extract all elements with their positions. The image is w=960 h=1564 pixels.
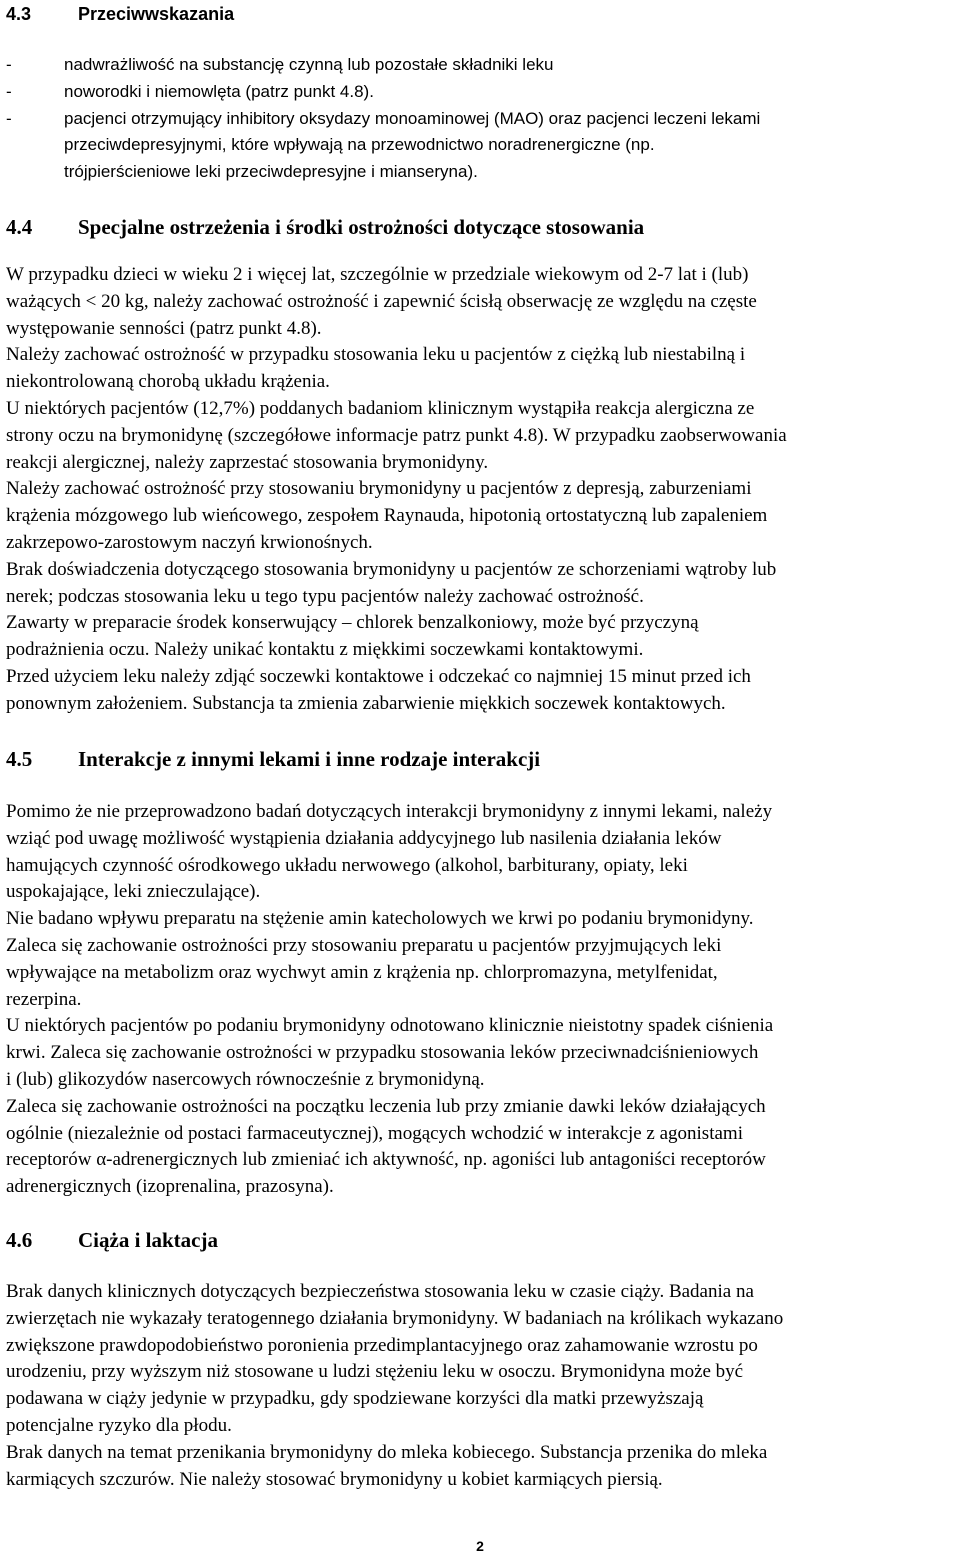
list-item-continuation: przeciwdepresyjnymi, które wpływają na przewodnictwo noradrenergiczne (np. (64, 135, 655, 155)
page-number: 2 (476, 1538, 484, 1554)
text-line: ogólnie (niezależnie od postaci farmaceutycznej), mogących wchodzić w interakcje z agonistami (6, 1122, 743, 1144)
text-line: ponownym założeniem. Substancja ta zmienia zabarwienie miękkich soczewek kontaktowych. (6, 692, 726, 714)
section-number: 4.6 (6, 1228, 33, 1252)
section-number: 4.4 (6, 215, 33, 239)
text-line: uspokajające, leki znieczulające). (6, 881, 261, 903)
section-number: 4.5 (6, 747, 33, 771)
section-4-4-body (6, 262, 954, 718)
text-line: Zawarty w preparacie środek konserwujący – chlorek benzalkoniowy, może być przyczyną (6, 612, 699, 634)
list-item-continuation: trójpierścieniowe leki przeciwdepresyjne i mianseryna). (64, 162, 478, 182)
section-title: Przeciwwskazania (78, 4, 235, 24)
text-line: krwi. Zaleca się zachowanie ostrożności w przypadku stosowania leków przeciwnadciśnieniowych (6, 1042, 759, 1064)
section-4-6-heading (6, 1227, 218, 1253)
text-line: Przed użyciem leku należy zdjąć soczewki kontaktowe i odczekać co najmniej 15 minut przed ich (6, 665, 751, 687)
text-line: Należy zachować ostrożność w przypadku stosowania leku u pacjentów z ciężką lub niestabilną i (6, 344, 746, 366)
text-line: Brak danych klinicznych dotyczących bezpieczeństwa stosowania leku w czasie ciąży. Badania na (6, 1281, 754, 1302)
section-title: Specjalne ostrzeżenia i środki ostrożności dotyczące stosowania (78, 215, 645, 239)
list-item: - noworodki i niemowlęta (patrz punkt 4.8). (6, 81, 374, 101)
text-line: krążenia mózgowego lub wieńcowego, zespołem Raynauda, hipotonią ortostatyczną lub zapaleniem (6, 505, 768, 527)
text-line: nerek; podczas stosowania leku u tego typu pacjentów należy zachować ostrożność. (6, 585, 644, 607)
section-title: Ciąża i laktacja (78, 1228, 218, 1252)
text-line: i (lub) glikozydów nasercowych równocześnie z brymonidyną. (6, 1068, 485, 1090)
text-line: strony oczu na brymonidynę (szczegółowe informacje patrz punkt 4.8). W przypadku zaobserwowania (6, 424, 787, 446)
text-line: Należy zachować ostrożność przy stosowaniu brymonidyny u pacjentów z depresją, zaburzeniami (6, 478, 752, 500)
text-line: reakcji alergicznej, należy zaprzestać stosowania brymonidyny. (6, 451, 489, 473)
text-line: podawana w ciąży jedynie w przypadku, gdy spodziewane korzyści dla matki przewyższają (6, 1388, 704, 1410)
section-4-5-heading (6, 746, 540, 772)
text-line: Brak danych na temat przenikania brymonidyny do mleka kobiecego. Substancja przenika do mleka (6, 1441, 768, 1463)
text-line: urodzeniu, przy wyższym niż stosowane u ludzi stężeniu leku w osoczu. Brymonidyna może być (6, 1361, 744, 1383)
text-line: rezerpina. (6, 988, 82, 1010)
text-line: Zaleca się zachowanie ostrożności przy stosowaniu preparatu u pacjentów przyjmujących leki (6, 934, 722, 956)
section-4-6-body (6, 1279, 954, 1493)
text-line: występowanie senności (patrz punkt 4.8). (6, 317, 322, 339)
section-number: 4.3 (6, 4, 32, 24)
section-4-3-list (6, 52, 954, 186)
text-line: wziąć pod uwagę możliwość wystąpienia działania addycyjnego lub nasilenia działania leków (6, 827, 722, 849)
section-4-4-heading (6, 214, 644, 240)
text-line: zakrzepowo-zarostowym naczyń krwionośnych. (6, 531, 373, 553)
list-item: - nadwrażliwość na substancję czynną lub pozostałe składniki leku (6, 55, 554, 74)
text-line: hamujących czynność ośrodkowego układu nerwowego (alkohol, barbiturany, opiaty, leki (6, 854, 688, 876)
text-line: U niektórych pacjentów (12,7%) poddanych badaniom klinicznym wystąpiła reakcja alergiczna ze (6, 397, 755, 419)
text-line: Brak doświadczenia dotyczącego stosowania brymonidyny u pacjentów ze schorzeniami wątroby lub (6, 558, 777, 580)
text-line: podrażnienia oczu. Należy unikać kontaktu z miękkimi soczewkami kontaktowymi. (6, 639, 644, 661)
text-line: W przypadku dzieci w wieku 2 i więcej lat, szczególnie w przedziale wiekowym od 2-7 lat i (lub) (6, 264, 749, 285)
list-item: - pacjenci otrzymujący inhibitory oksydazy monoaminowej (MAO) oraz pacjenci leczeni lekami (6, 108, 761, 128)
text-line: zwierzętach nie wykazały teratogennego działania brymonidyny. W badaniach na królikach wykazano (6, 1307, 784, 1329)
text-line: potencjalne ryzyko dla płodu. (6, 1414, 232, 1436)
text-line: U niektórych pacjentów po podaniu brymonidyny odnotowano klinicznie nieistotny spadek ciśnienia (6, 1015, 774, 1037)
section-4-3-heading (6, 1, 234, 27)
section-4-5-body (6, 799, 954, 1201)
text-line: Zaleca się zachowanie ostrożności na początku leczenia lub przy zmianie dawki leków działających (6, 1095, 766, 1117)
text-line: Nie badano wpływu preparatu na stężenie amin katecholowych we krwi po podaniu brymonidyny. (6, 908, 754, 930)
text-line: ważących < 20 kg, należy zachować ostrożność i zapewnić ścisłą obserwację ze względu na częste (6, 290, 757, 312)
text-line: zwiększone prawdopodobieństwo poronienia przedimplantacyjnego oraz zahamowanie wzrostu po (6, 1334, 758, 1356)
text-line: niekontrolowaną chorobą układu krążenia. (6, 371, 330, 393)
text-line: adrenergicznych (izoprenalina, prazosyna). (6, 1176, 334, 1198)
text-line: receptorów α-adrenergicznych lub zmieniać ich aktywność, np. agoniści lub antagoniści receptorów (6, 1149, 766, 1171)
text-line: karmiących szczurów. Nie należy stosować brymonidyny u kobiet karmiących piersią. (6, 1468, 663, 1490)
text-line: Pomimo że nie przeprowadzono badań dotyczących interakcji brymonidyny z innymi lekami, należy (6, 801, 773, 822)
section-title: Interakcje z innymi lekami i inne rodzaje interakcji (78, 747, 541, 771)
text-line: wpływające na metabolizm oraz wychwyt amin z krążenia np. chlorpromazyna, metylfenidat, (6, 961, 718, 983)
